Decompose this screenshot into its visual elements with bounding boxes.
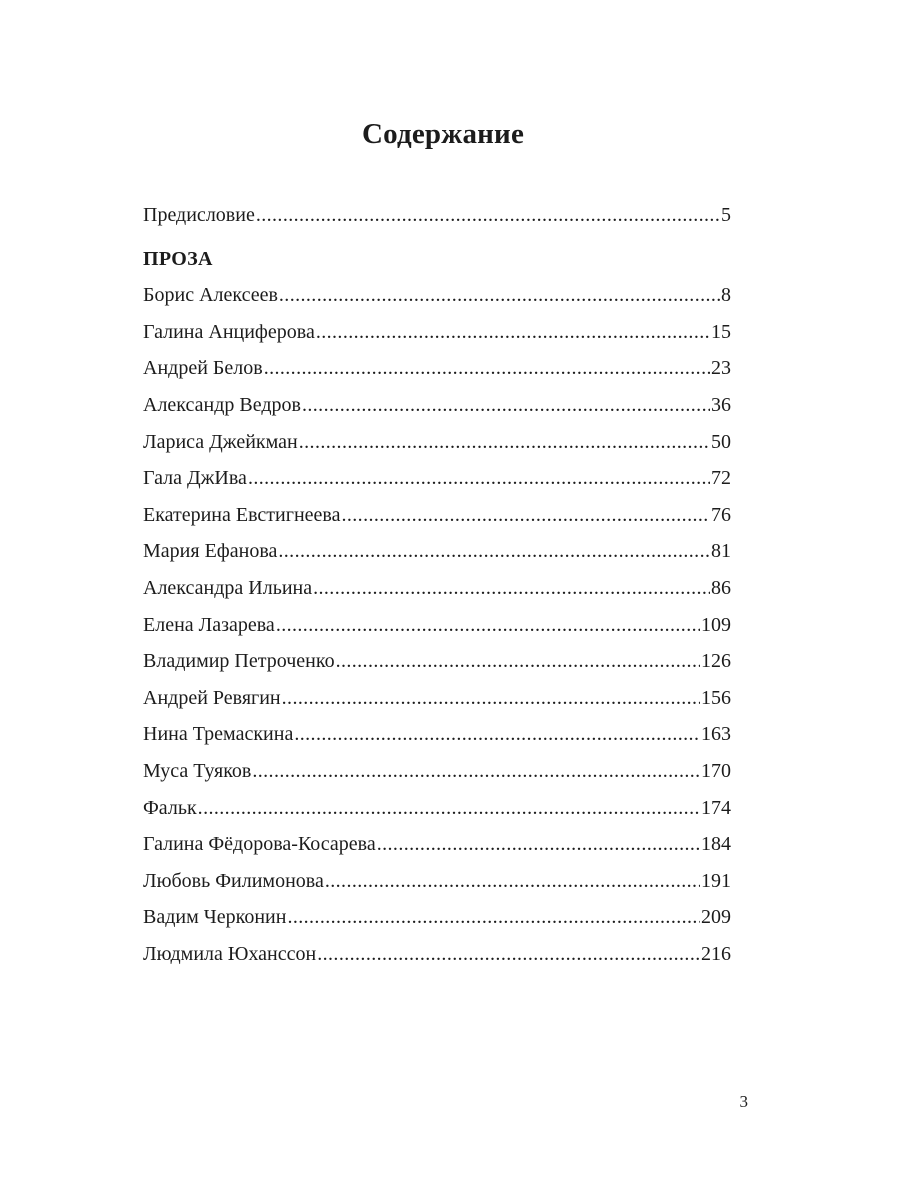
toc-entry-page: 23 — [711, 357, 731, 380]
toc-entry — [143, 680, 731, 717]
dot-leader — [313, 570, 710, 607]
toc-entry-name: Борис Алексеев — [143, 284, 278, 307]
toc-entry-page: 126 — [701, 650, 731, 673]
toc-entry-page: 209 — [701, 906, 731, 929]
toc-entry — [143, 314, 731, 351]
toc-entry-name: Галина Фёдорова-Косарева — [143, 833, 376, 856]
toc-entry-page: 86 — [711, 576, 731, 599]
toc-entry-name: Елена Лазарева — [143, 613, 275, 636]
toc-entry-name: Мария Ефанова — [143, 540, 278, 563]
dot-leader — [256, 197, 720, 234]
toc-entry — [143, 460, 731, 497]
toc-entry-name: Владимир Петроченко — [143, 650, 335, 673]
toc-entry — [143, 350, 731, 387]
dot-leader — [252, 753, 700, 790]
toc-entry-page: 156 — [701, 686, 731, 709]
toc-entry-preface — [143, 197, 731, 234]
dot-leader — [198, 790, 700, 827]
toc-entry-page: 76 — [711, 503, 731, 526]
toc-entry — [143, 643, 731, 680]
toc-entry-page: 15 — [711, 320, 731, 343]
toc-entry-page: 36 — [711, 393, 731, 416]
dot-leader — [299, 424, 710, 461]
toc-entry-page: 216 — [701, 942, 731, 965]
dot-leader — [316, 314, 710, 351]
toc-entry — [143, 570, 731, 607]
dot-leader — [276, 607, 700, 644]
page-number: 3 — [739, 1092, 748, 1111]
toc-entry-page: 50 — [711, 430, 731, 453]
toc-entry — [143, 753, 731, 790]
toc-entry-name: Вадим Черконин — [143, 906, 287, 929]
dot-leader — [278, 533, 710, 570]
dot-leader — [325, 863, 700, 900]
toc-entry-page: 5 — [721, 204, 731, 226]
toc-entry-name: Предисловие — [143, 204, 255, 226]
toc-entry-name: Нина Тремаскина — [143, 723, 294, 746]
dot-leader — [317, 936, 700, 973]
toc-entry-name: Муса Туяков — [143, 759, 252, 782]
table-of-contents — [143, 197, 731, 972]
dot-leader — [287, 899, 700, 936]
toc-entry-page: 72 — [711, 467, 731, 490]
dot-leader — [341, 497, 710, 534]
toc-entry — [143, 899, 731, 936]
toc-entry-name: Лариса Джейкман — [143, 430, 298, 453]
toc-entry — [143, 863, 731, 900]
toc-entry — [143, 826, 731, 863]
toc-entry-page: 184 — [701, 833, 731, 856]
toc-entry — [143, 607, 731, 644]
toc-entry — [143, 277, 731, 314]
dot-leader — [294, 716, 700, 753]
dot-leader — [248, 460, 710, 497]
dot-leader — [302, 387, 710, 424]
page-title: Содержание — [361, 118, 525, 150]
toc-entry — [143, 790, 731, 827]
toc-entry — [143, 936, 731, 973]
toc-entry-page: 109 — [701, 613, 731, 636]
toc-entry-page: 163 — [701, 723, 731, 746]
toc-entry-name: Людмила Юханссон — [143, 942, 317, 965]
toc-entry-name: Андрей Белов — [143, 357, 263, 380]
toc-entry-page: 191 — [701, 869, 731, 892]
toc-entry — [143, 387, 731, 424]
dot-leader — [377, 826, 700, 863]
toc-entry — [143, 716, 731, 753]
toc-entry-page: 174 — [701, 796, 731, 819]
dot-leader — [264, 350, 710, 387]
toc-entry-page: 170 — [701, 759, 731, 782]
toc-entry-name: Андрей Ревягин — [143, 686, 281, 709]
toc-entry-name: Любовь Филимонова — [143, 869, 324, 892]
toc-entry-page: 8 — [721, 284, 731, 307]
toc-entry-name: Александра Ильина — [143, 576, 313, 599]
dot-leader — [282, 680, 700, 717]
section-heading: ПРОЗА — [143, 247, 213, 270]
toc-entry-name: Екатерина Евстигнеева — [143, 503, 341, 526]
dot-leader — [336, 643, 700, 680]
toc-entry-name: Фальк — [143, 796, 197, 819]
toc-entry-page: 81 — [711, 540, 731, 563]
toc-entry — [143, 424, 731, 461]
dot-leader — [279, 277, 720, 314]
toc-entry-name: Гала ДжИва — [143, 467, 247, 490]
toc-entry-name: Александр Ведров — [143, 393, 301, 416]
toc-entry-list — [143, 277, 731, 972]
toc-entry-name: Галина Анциферова — [143, 320, 315, 343]
toc-entry — [143, 497, 731, 534]
toc-entry — [143, 533, 731, 570]
